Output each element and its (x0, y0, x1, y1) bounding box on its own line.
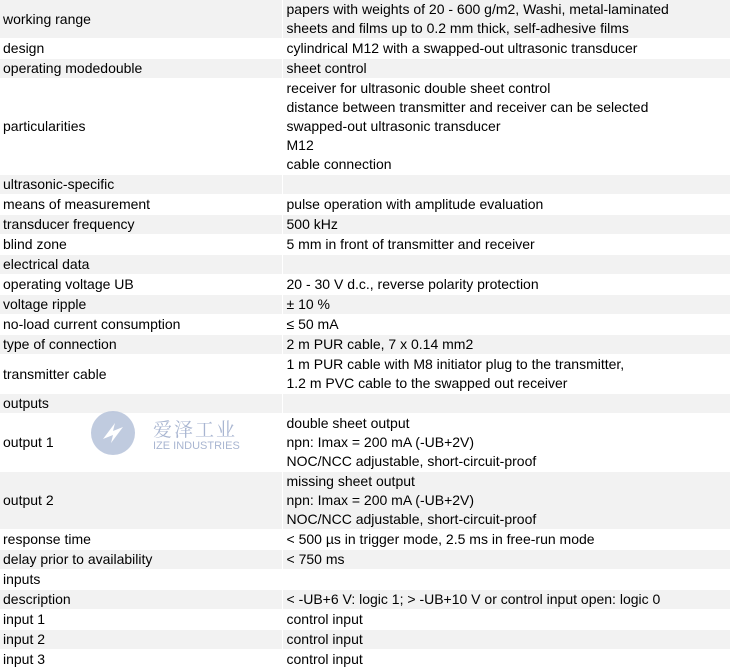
value-line: 1.2 m PVC cable to the swapped out receiver (287, 374, 730, 393)
value-line: 500 kHz (287, 215, 730, 234)
table-row (0, 175, 730, 195)
row-value (282, 79, 730, 175)
value-line: missing sheet output (287, 472, 730, 491)
row-value (282, 335, 730, 355)
row-label: means of measurement (0, 195, 282, 215)
value-line: double sheet output (287, 414, 730, 433)
row-label: transducer frequency (0, 215, 282, 235)
row-value (282, 215, 730, 235)
row-label: delay prior to availability (0, 550, 282, 570)
row-label: operating modedouble (0, 59, 282, 79)
row-value (282, 0, 730, 39)
row-value (282, 570, 730, 590)
value-line: < 750 ms (287, 550, 730, 569)
value-line: ≤ 50 mA (287, 315, 730, 334)
row-value (282, 472, 730, 530)
value-line: control input (287, 630, 730, 649)
row-label: transmitter cable (0, 355, 282, 394)
table-row (0, 335, 730, 355)
table-row (0, 195, 730, 215)
row-value (282, 355, 730, 394)
row-label: outputs (0, 394, 282, 414)
row-value (282, 195, 730, 215)
row-label: no-load current consumption (0, 315, 282, 335)
value-line (287, 570, 730, 589)
row-value (282, 610, 730, 630)
table-row (0, 590, 730, 610)
ize-logo-icon (89, 409, 137, 457)
row-value (282, 650, 730, 670)
value-line: < -UB+6 V: logic 1; > -UB+10 V or control input open: logic 0 (287, 590, 730, 609)
value-line: sheets and films up to 0.2 mm thick, self-adhesive films (287, 19, 730, 38)
row-label: input 3 (0, 650, 282, 670)
value-line: sheet control (287, 59, 730, 78)
row-value (282, 295, 730, 315)
value-line: NOC/NCC adjustable, short-circuit-proof (287, 510, 730, 529)
table-row (0, 472, 730, 530)
table-row (0, 355, 730, 394)
table-row (0, 295, 730, 315)
value-line: control input (287, 650, 730, 669)
value-line: control input (287, 610, 730, 629)
table-row (0, 275, 730, 295)
row-label: description (0, 590, 282, 610)
row-value (282, 315, 730, 335)
watermark (89, 409, 259, 457)
value-line (287, 255, 730, 274)
row-label: particularities (0, 79, 282, 175)
watermark-text-cn: 爱泽工业 (153, 415, 237, 442)
value-line: M12 (287, 136, 730, 155)
value-line: < 500 µs in trigger mode, 2.5 ms in free-run mode (287, 530, 730, 549)
table-row (0, 235, 730, 255)
table-row (0, 255, 730, 275)
value-line (287, 175, 730, 194)
table-row (0, 39, 730, 59)
row-label: blind zone (0, 235, 282, 255)
row-label: input 1 (0, 610, 282, 630)
row-label: working range (0, 0, 282, 39)
row-value (282, 530, 730, 550)
value-line: 2 m PUR cable, 7 x 0.14 mm2 (287, 335, 730, 354)
row-label: design (0, 39, 282, 59)
value-line: NOC/NCC adjustable, short-circuit-proof (287, 452, 730, 471)
value-line: cable connection (287, 155, 730, 174)
row-value (282, 590, 730, 610)
value-line: receiver for ultrasonic double sheet control (287, 79, 730, 98)
watermark-text-en: IZE INDUSTRIES (153, 440, 240, 452)
value-line: swapped-out ultrasonic transducer (287, 117, 730, 136)
row-value (282, 394, 730, 414)
row-value (282, 255, 730, 275)
table-row (0, 610, 730, 630)
value-line: npn: Imax = 200 mA (-UB+2V) (287, 491, 730, 510)
value-line: papers with weights of 20 - 600 g/m2, Washi, metal-laminated (287, 0, 730, 19)
row-label: output 2 (0, 472, 282, 530)
value-line: 20 - 30 V d.c., reverse polarity protection (287, 275, 730, 294)
row-value (282, 550, 730, 570)
table-row (0, 315, 730, 335)
table-row (0, 570, 730, 590)
value-line: pulse operation with amplitude evaluation (287, 195, 730, 214)
row-label: input 2 (0, 630, 282, 650)
table-row (0, 650, 730, 670)
row-label: type of connection (0, 335, 282, 355)
row-label: ultrasonic-specific (0, 175, 282, 195)
table-row (0, 59, 730, 79)
row-label: response time (0, 530, 282, 550)
table-row (0, 215, 730, 235)
row-value (282, 414, 730, 472)
row-value (282, 59, 730, 79)
row-label: operating voltage UB (0, 275, 282, 295)
row-label: output 1 (0, 414, 282, 472)
value-line: cylindrical M12 with a swapped-out ultrasonic transducer (287, 39, 730, 58)
value-line: distance between transmitter and receiver can be selected (287, 98, 730, 117)
value-line: ± 10 % (287, 295, 730, 314)
table-row (0, 79, 730, 175)
value-line: 5 mm in front of transmitter and receiver (287, 235, 730, 254)
row-label: inputs (0, 570, 282, 590)
row-label: voltage ripple (0, 295, 282, 315)
row-label: electrical data (0, 255, 282, 275)
table-row (0, 0, 730, 39)
table-row (0, 550, 730, 570)
row-value (282, 39, 730, 59)
row-value (282, 175, 730, 195)
value-line: npn: Imax = 200 mA (-UB+2V) (287, 433, 730, 452)
row-value (282, 275, 730, 295)
value-line (287, 394, 730, 413)
value-line: 1 m PUR cable with M8 initiator plug to the transmitter, (287, 355, 730, 374)
row-value (282, 235, 730, 255)
table-row (0, 530, 730, 550)
